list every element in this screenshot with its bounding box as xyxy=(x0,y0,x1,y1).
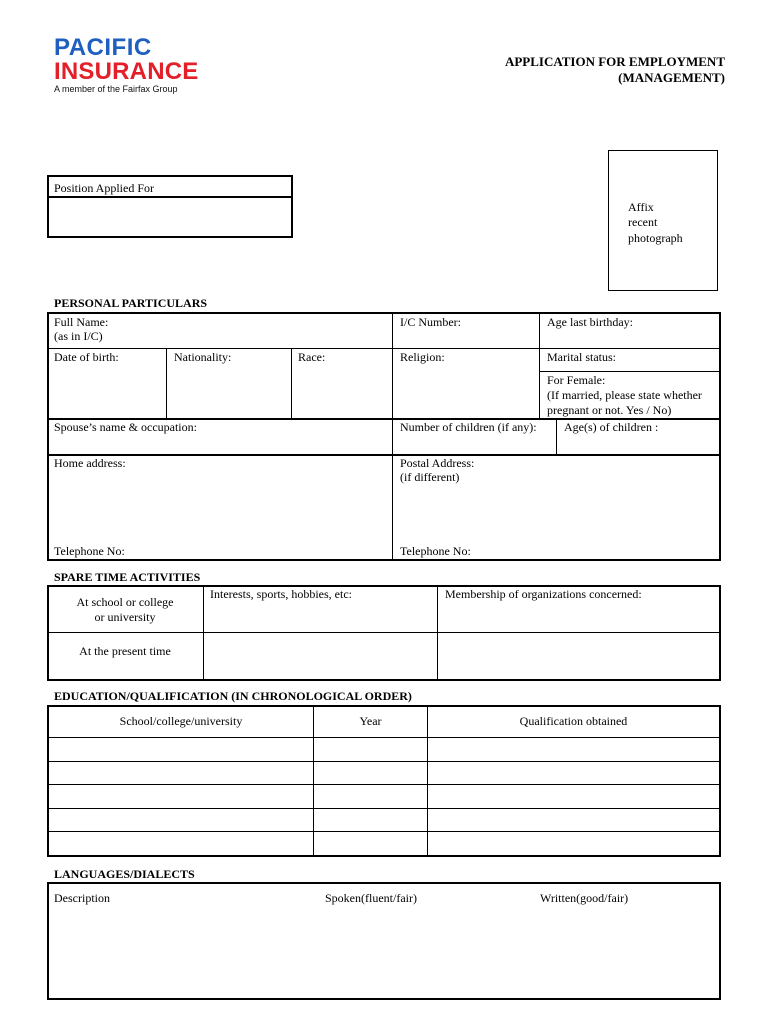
race-label: Race: xyxy=(298,350,326,364)
title-line2: (MANAGEMENT) xyxy=(618,70,725,85)
home-address-label: Home address: xyxy=(54,456,126,470)
female-line2: (If married, please state whether xyxy=(547,388,702,402)
education-heading: EDUCATION/QUALIFICATION (IN CHRONOLOGICAL ORDER) xyxy=(54,689,412,703)
spare-row1-line2: or university xyxy=(94,610,156,624)
nationality-label: Nationality: xyxy=(174,350,232,364)
logo-tagline: A member of the Fairfax Group xyxy=(54,84,178,94)
logo-insurance: INSURANCE xyxy=(54,58,199,85)
full-name-note: (as in I/C) xyxy=(54,329,103,343)
languages-col-description: Description xyxy=(54,891,110,905)
religion-label: Religion: xyxy=(400,350,445,364)
title-line1: APPLICATION FOR EMPLOYMENT xyxy=(504,54,725,69)
postal-address-note: (if different) xyxy=(400,470,460,484)
children-age-label: Age(s) of children : xyxy=(564,420,659,434)
education-col-qualification: Qualification obtained xyxy=(519,714,628,728)
position-field[interactable] xyxy=(50,199,290,235)
marital-label: Marital status: xyxy=(547,350,616,364)
children-label: Number of children (if any): xyxy=(400,420,537,434)
membership-label: Membership of organizations concerned: xyxy=(445,587,642,601)
logo-pacific: PACIFIC xyxy=(54,34,152,61)
spouse-label: Spouse’s name & occupation: xyxy=(54,420,197,434)
home-telephone-label: Telephone No: xyxy=(54,544,125,558)
postal-address-label: Postal Address: xyxy=(400,456,475,470)
ic-number-label: I/C Number: xyxy=(400,315,461,329)
interests-label: Interests, sports, hobbies, etc: xyxy=(210,587,352,601)
languages-col-written: Written(good/fair) xyxy=(540,891,629,905)
personal-table xyxy=(47,312,721,561)
full-name-label: Full Name: xyxy=(54,315,109,329)
education-col-school: School/college/university xyxy=(119,714,243,728)
spare-row2: At the present time xyxy=(79,644,171,658)
languages-col-spoken: Spoken(fluent/fair) xyxy=(325,891,417,905)
page-title xyxy=(505,54,725,86)
photo-line2: recent xyxy=(628,215,658,229)
spare-heading: SPARE TIME ACTIVITIES xyxy=(54,570,201,584)
spare-row1-line1: At school or college xyxy=(76,595,174,609)
photo-line3: photograph xyxy=(628,231,683,245)
age-label: Age last birthday: xyxy=(547,315,633,329)
postal-telephone-label: Telephone No: xyxy=(400,544,471,558)
education-col-year: Year xyxy=(359,714,382,728)
photo-box[interactable] xyxy=(608,150,718,291)
dob-label: Date of birth: xyxy=(54,350,119,364)
female-line1: For Female: xyxy=(547,373,606,387)
position-label: Position Applied For xyxy=(54,181,155,195)
personal-heading: PERSONAL PARTICULARS xyxy=(54,296,208,310)
female-line3: pregnant or not. Yes / No) xyxy=(547,403,672,417)
languages-heading: LANGUAGES/DIALECTS xyxy=(54,867,195,881)
photo-line1: Affix xyxy=(628,200,654,214)
